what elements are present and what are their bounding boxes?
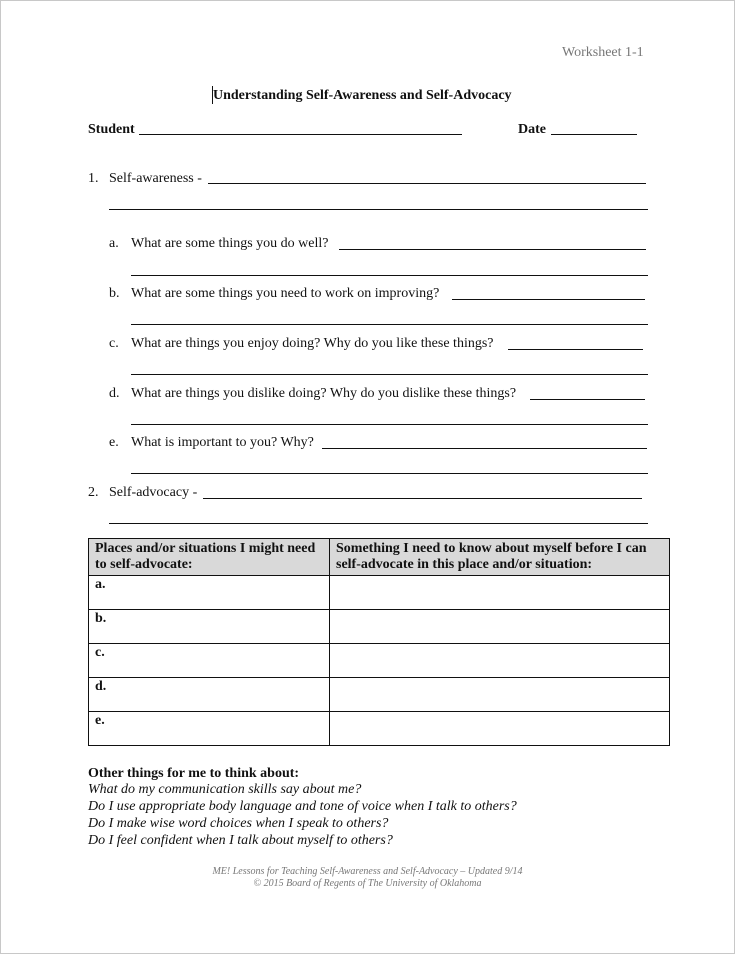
table-header-something: Something I need to know about myself before I can self-advocate in this place and/or situation: xyxy=(330,539,670,576)
situations-table xyxy=(88,538,670,746)
student-field[interactable] xyxy=(139,134,462,135)
answer-field-line2[interactable] xyxy=(131,324,648,325)
question-number: 2. xyxy=(88,485,99,500)
sub-question-letter: a. xyxy=(109,236,119,251)
date-field[interactable] xyxy=(551,134,637,135)
table-header-row xyxy=(89,539,670,576)
self-awareness-field[interactable] xyxy=(208,183,646,184)
table-cell-place[interactable]: b. xyxy=(89,610,330,644)
table-cell-note[interactable] xyxy=(330,610,670,644)
think-item: Do I feel confident when I talk about myself to others? xyxy=(88,833,393,848)
think-item: What do my communication skills say about me? xyxy=(88,782,362,797)
think-item: Do I make wise word choices when I speak to others? xyxy=(88,816,389,831)
sub-question-letter: b. xyxy=(109,286,120,301)
answer-field[interactable] xyxy=(322,448,647,449)
sub-question-letter: c. xyxy=(109,336,119,351)
page-title: Understanding Self-Awareness and Self-Advocacy xyxy=(213,88,512,103)
table-cell-note[interactable] xyxy=(330,678,670,712)
think-heading: Other things for me to think about: xyxy=(88,766,300,781)
think-item: Do I use appropriate body language and tone of voice when I talk to others? xyxy=(88,799,517,814)
table-row xyxy=(89,644,670,678)
answer-field[interactable] xyxy=(530,399,645,400)
student-label: Student xyxy=(88,122,135,137)
answer-field[interactable] xyxy=(339,249,646,250)
sub-question-letter: d. xyxy=(109,386,120,401)
self-advocacy-field-line2[interactable] xyxy=(109,523,648,524)
answer-field-line2[interactable] xyxy=(131,424,648,425)
answer-field-line2[interactable] xyxy=(131,374,648,375)
sub-question-text: What are things you dislike doing? Why do you dislike these things? xyxy=(131,386,517,401)
table-row xyxy=(89,678,670,712)
table-header-places: Places and/or situations I might need to self-advocate: xyxy=(89,539,330,576)
self-advocacy-label: Self-advocacy - xyxy=(109,485,198,500)
worksheet-label: Worksheet 1-1 xyxy=(562,45,644,60)
answer-field-line2[interactable] xyxy=(131,275,648,276)
date-label: Date xyxy=(518,122,546,137)
table-row xyxy=(89,610,670,644)
table-cell-place[interactable]: d. xyxy=(89,678,330,712)
table-cell-place[interactable]: c. xyxy=(89,644,330,678)
table-cell-note[interactable] xyxy=(330,712,670,746)
self-advocacy-field[interactable] xyxy=(203,498,642,499)
table-cell-place[interactable]: e. xyxy=(89,712,330,746)
self-awareness-label: Self-awareness - xyxy=(109,171,202,186)
table-row xyxy=(89,576,670,610)
table-cell-note[interactable] xyxy=(330,644,670,678)
table-row xyxy=(89,712,670,746)
footer-line-2: © 2015 Board of Regents of The University of Oklahoma xyxy=(253,878,482,889)
answer-field[interactable] xyxy=(508,349,643,350)
sub-question-text: What are some things you need to work on improving? xyxy=(131,286,440,301)
self-awareness-field-line2[interactable] xyxy=(109,209,648,210)
sub-question-text: What are some things you do well? xyxy=(131,236,329,251)
sub-question-text: What are things you enjoy doing? Why do you like these things? xyxy=(131,336,494,351)
footer-line-1: ME! Lessons for Teaching Self-Awareness and Self-Advocacy – Updated 9/14 xyxy=(212,866,523,877)
answer-field[interactable] xyxy=(452,299,645,300)
sub-question-text: What is important to you? Why? xyxy=(131,435,314,450)
table-cell-note[interactable] xyxy=(330,576,670,610)
question-number: 1. xyxy=(88,171,99,186)
table-cell-place[interactable]: a. xyxy=(89,576,330,610)
answer-field-line2[interactable] xyxy=(131,473,648,474)
sub-question-letter: e. xyxy=(109,435,119,450)
